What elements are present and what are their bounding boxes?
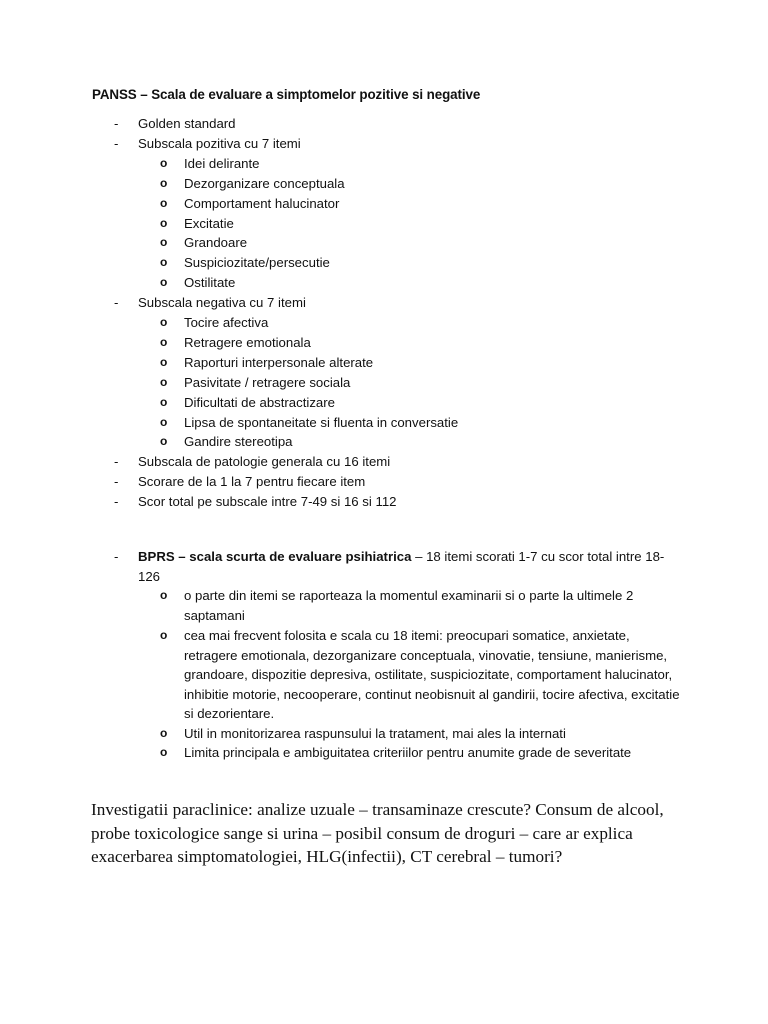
list-bullet: o xyxy=(160,628,168,642)
sublist-item-text: cea mai frecvent folosita e scala cu 18 itemi: preocupari somatice, anxietate, retragere emotionala, dezorganizare conceptuala, vinovatie, tensiune, manierisme, grandoare, dispozitie depresiva, ostilitate, suspiciozitate, comportament halucinator, inhibitie motorie, necooperare, continut neobisnuit al gandirii, tocire afectiva, excitatie si dezorientare. xyxy=(184,628,680,722)
sublist-item-text: Limita principala e ambiguitatea criteriilor pentru anumite grade de severitate xyxy=(184,745,632,760)
list-dash: - xyxy=(114,295,119,311)
list-bullet: o xyxy=(160,175,168,190)
list-bullet: o xyxy=(160,414,168,429)
list-bullet: o xyxy=(160,374,168,389)
list-dash: - xyxy=(114,549,119,564)
sublist-item-text: Pasivitate / retragere sociala xyxy=(184,374,351,390)
sublist-item-text: Comportament halucinator xyxy=(184,195,340,211)
list-bullet: o xyxy=(160,195,168,210)
list-item-text: Subscala negativa cu 7 itemi xyxy=(138,295,306,311)
page-title: PANSS – Scala de evaluare a simptomelor pozitive si negative xyxy=(92,87,481,102)
list-bullet: o xyxy=(160,394,168,409)
list-bullet: o xyxy=(160,155,168,170)
list-bullet: o xyxy=(160,588,168,602)
list-bullet: o xyxy=(160,354,168,369)
list-dash: - xyxy=(114,135,119,151)
sublist-item-text: Raporturi interpersonale alterate xyxy=(184,354,374,370)
sublist-item-text: Ostilitate xyxy=(184,275,236,291)
list-dash: - xyxy=(114,454,119,470)
list-dash: - xyxy=(114,116,119,131)
list-bullet: o xyxy=(160,315,168,329)
list-item-text: Subscala de patologie generala cu 16 itemi xyxy=(138,454,391,470)
sublist-item-text: Suspiciozitate/persecutie xyxy=(184,255,330,271)
sublist-item-text: Excitatie xyxy=(184,215,234,231)
list-bullet: o xyxy=(160,215,168,230)
sublist-item-text: Util in monitorizarea raspunsului la tratament, mai ales la internati xyxy=(184,726,566,741)
list-bullet: o xyxy=(160,255,168,270)
list-bullet: o xyxy=(160,434,168,449)
sublist-item-text: Dezorganizare conceptuala xyxy=(184,175,345,191)
list-bullet: o xyxy=(160,235,168,250)
bprs-text xyxy=(138,547,678,586)
sublist-item-text: Tocire afectiva xyxy=(184,315,269,330)
sublist-item-text: Idei delirante xyxy=(184,155,260,171)
sublist-item-text: Lipsa de spontaneitate si fluenta in conversatie xyxy=(184,414,459,430)
list-item-text: Subscala pozitiva cu 7 itemi xyxy=(138,135,301,151)
bprs-description: – 18 itemi scorati 1-7 cu scor total intre 18-126 xyxy=(138,549,665,584)
list-bullet: o xyxy=(160,334,168,349)
list-bullet: o xyxy=(160,726,168,740)
list-item-text: Scorare de la 1 la 7 pentru fiecare item xyxy=(138,474,366,490)
list-dash: - xyxy=(114,474,119,490)
list-bullet: o xyxy=(160,275,168,290)
list-item-text: Golden standard xyxy=(138,116,236,131)
list-dash: - xyxy=(114,494,119,510)
list-bullet: o xyxy=(160,745,168,759)
sublist-item-text: Dificultati de abstractizare xyxy=(184,394,335,410)
paraclinical-paragraph: Investigatii paraclinice: analize uzuale – transaminaze crescute? Consum de alcool, probe toxicologice sange si urina – posibil consum de droguri – care ar explica exacerbarea simptomatologiei, HLG(infectii), CT cerebral – tumori? xyxy=(91,800,664,867)
bprs-heading: BPRS – scala scurta de evaluare psihiatrica xyxy=(138,549,412,564)
sublist-item-text: Grandoare xyxy=(184,235,248,251)
sublist-item-text: Retragere emotionala xyxy=(184,334,311,350)
sublist-item-text: o parte din itemi se raporteaza la momentul examinarii si o parte la ultimele 2 saptamani xyxy=(184,588,634,623)
sublist-item-text: Gandire stereotipa xyxy=(184,434,293,450)
list-item-text: Scor total pe subscale intre 7-49 si 16 si 112 xyxy=(138,494,397,510)
